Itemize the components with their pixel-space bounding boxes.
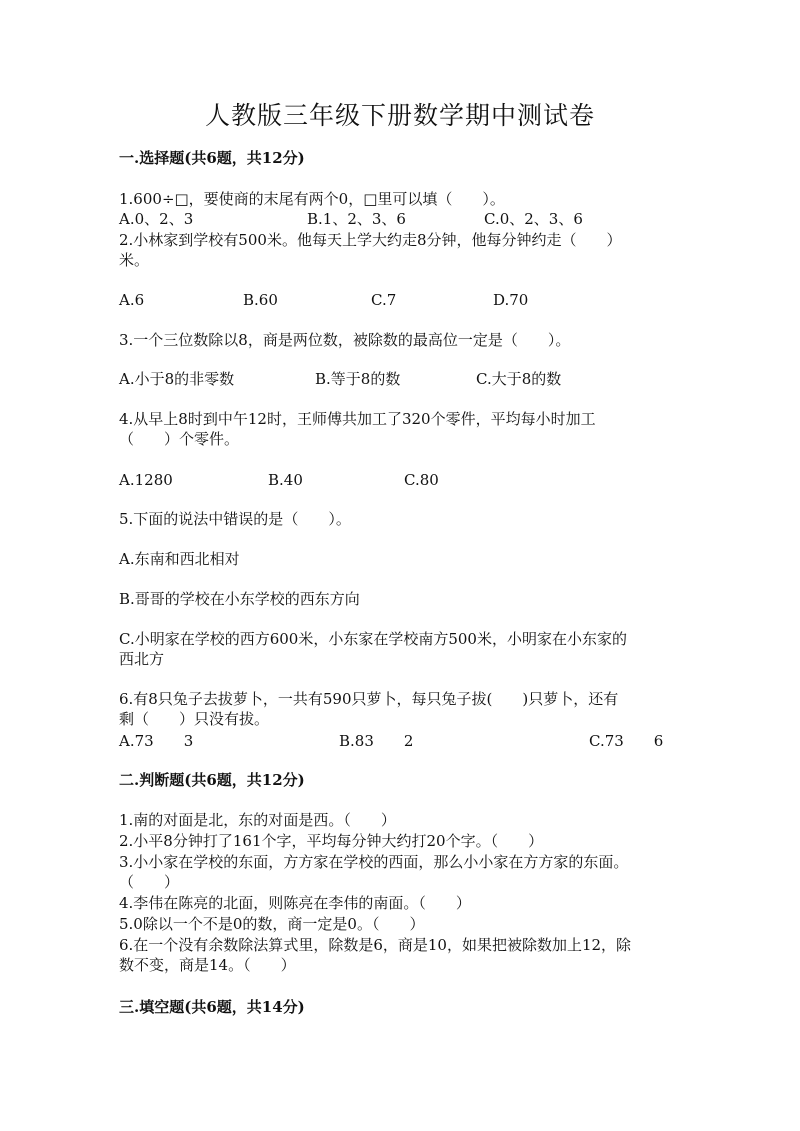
- option-b: B.40: [268, 471, 303, 489]
- section-heading-choice: 一.选择题(共6题，共12分): [119, 149, 305, 167]
- judgement-item: 4.李伟在陈亮的北面，则陈亮在李伟的南面。（ ）: [119, 894, 471, 912]
- option-b: B.等于8的数: [315, 370, 401, 388]
- option-a: A.6: [119, 291, 145, 309]
- judgement-item: 3.小小家在学校的东面，方方家在学校的西面，那么小小家在方方家的东面。: [119, 853, 629, 871]
- judgement-item-continued: （ ）: [119, 873, 180, 891]
- option-a: A.小于8的非零数: [119, 370, 235, 388]
- question-text: 6.有8只兔子去拔萝卜，一共有590只萝卜，每只兔子拔( )只萝卜，还有: [119, 690, 619, 708]
- option-a: A.1280: [119, 471, 173, 489]
- option-b: B.83 2: [339, 732, 414, 750]
- section-heading-judgement: 二.判断题(共6题，共12分): [119, 771, 305, 789]
- option-a: A.东南和西北相对: [119, 550, 240, 568]
- option-c: C.73 6: [589, 732, 664, 750]
- question-text: 4.从早上8时到中午12时，王师傅共加工了320个零件，平均每小时加工: [119, 410, 596, 428]
- option-b: B.1、2、3、6: [307, 210, 406, 228]
- judgement-item: 6.在一个没有余数除法算式里，除数是6，商是10，如果把被除数加上12，除: [119, 936, 632, 954]
- option-c: C.大于8的数: [476, 370, 562, 388]
- question-text: 3.一个三位数除以8，商是两位数，被除数的最高位一定是（ ）。: [119, 331, 571, 349]
- judgement-item: 1.南的对面是北，东的对面是西。（ ）: [119, 811, 396, 829]
- option-a: A.73 3: [119, 732, 194, 750]
- option-a: A.0、2、3: [119, 210, 194, 228]
- judgement-item: 2.小平8分钟打了161个字，平均每分钟大约打20个字。（ ）: [119, 832, 544, 850]
- option-c: C.80: [404, 471, 439, 489]
- question-text: （ ）个零件。: [119, 430, 240, 448]
- question-text: 剩（ ）只没有拔。: [119, 710, 270, 728]
- option-b: B.哥哥的学校在小东学校的西东方向: [119, 590, 360, 608]
- option-c: C.7: [371, 291, 397, 309]
- page-title: 人教版三年级下册数学期中测试卷: [204, 101, 595, 130]
- question-text: 1.600÷□，要使商的末尾有两个0，□里可以填（ ）。: [119, 190, 505, 208]
- option-c: C.小明家在学校的西方600米，小东家在学校南方500米，小明家在小东家的: [119, 630, 627, 648]
- option-d: D.70: [493, 291, 529, 309]
- judgement-item-continued: 数不变，商是14。（ ）: [119, 956, 296, 974]
- option-b: B.60: [243, 291, 278, 309]
- question-text: 2.小林家到学校有500米。他每天上学大约走8分钟，他每分钟约走（ ）: [119, 231, 622, 249]
- question-text: 米。: [119, 251, 150, 269]
- option-c: C.0、2、3、6: [484, 210, 583, 228]
- judgement-item: 5.0除以一个不是0的数，商一定是0。（ ）: [119, 915, 425, 933]
- question-text: 5.下面的说法中错误的是（ ）。: [119, 510, 351, 528]
- option-c-continued: 西北方: [119, 650, 165, 668]
- section-heading-fill-in: 三.填空题(共6题，共14分): [119, 998, 305, 1016]
